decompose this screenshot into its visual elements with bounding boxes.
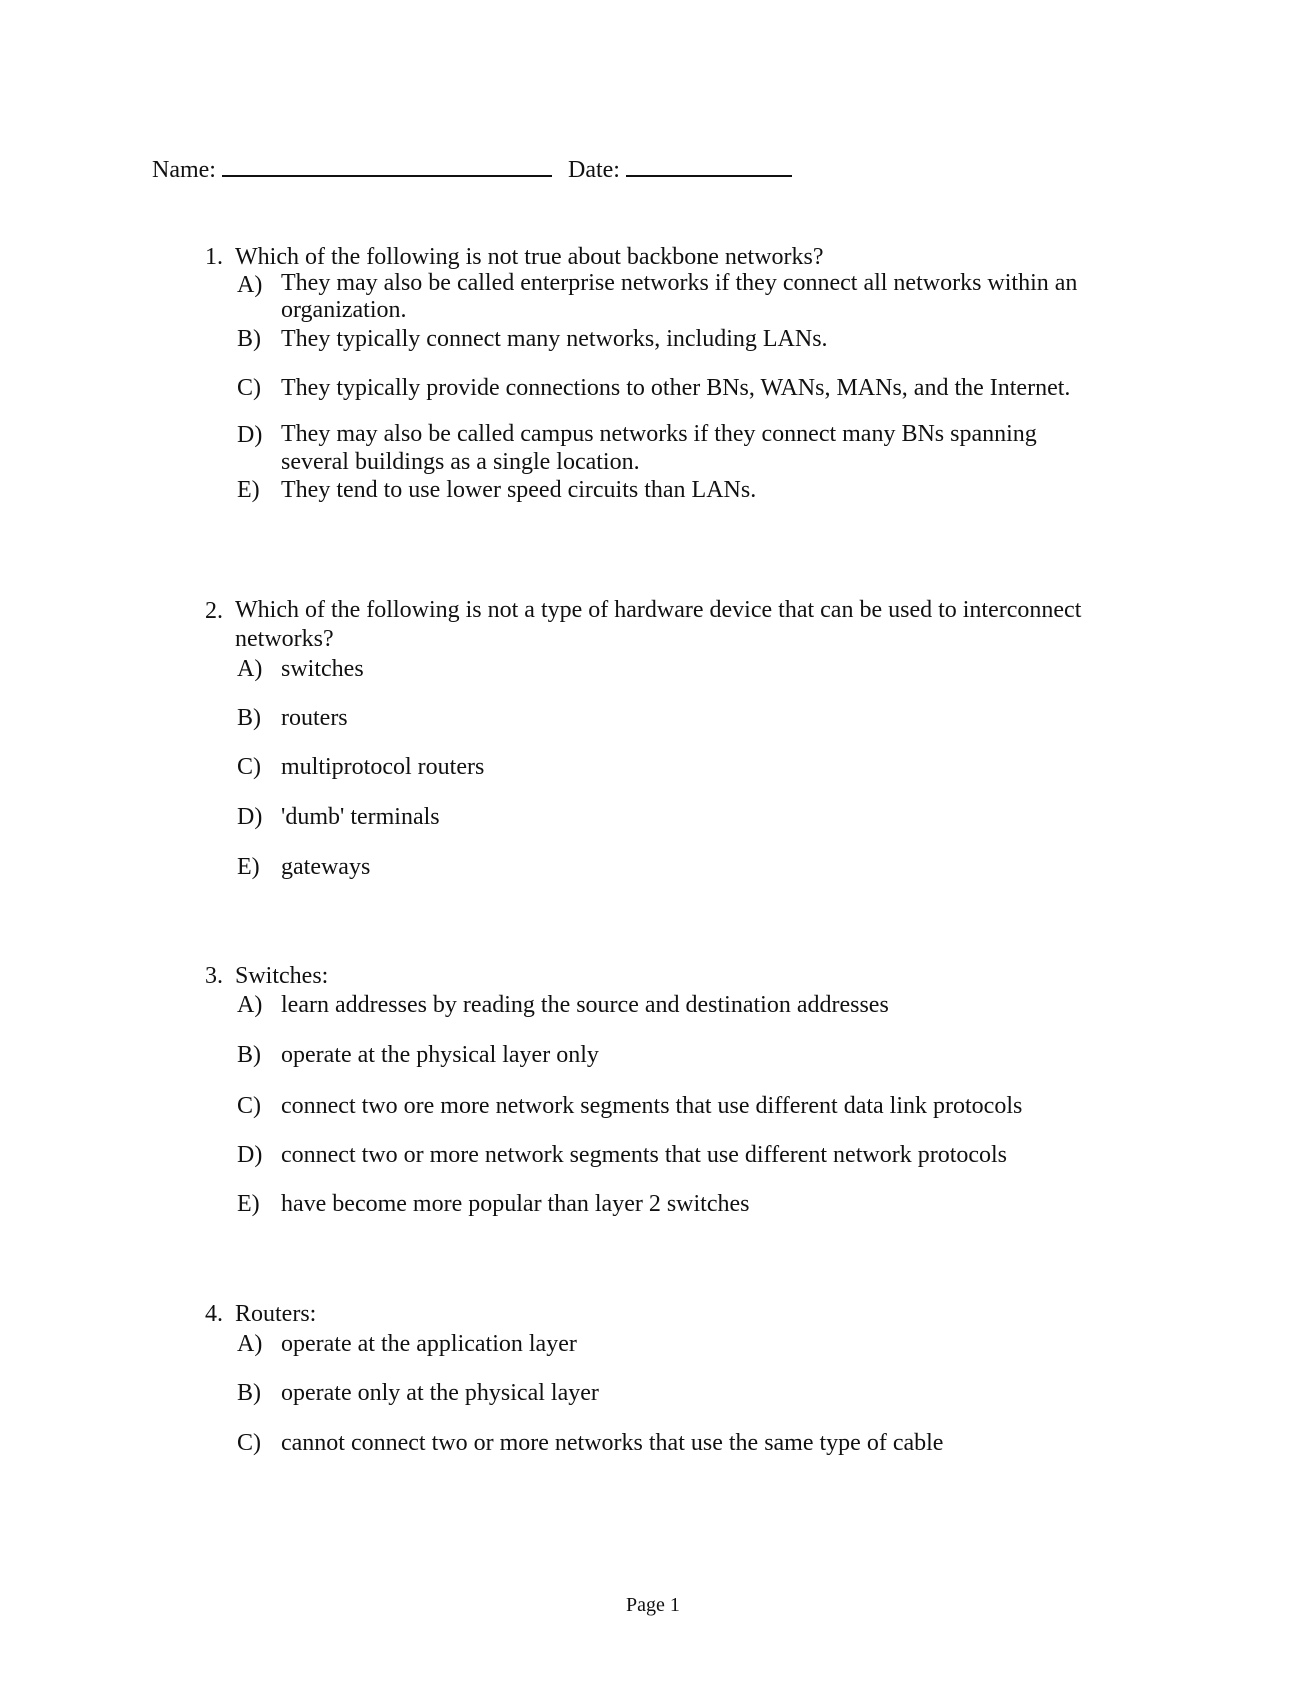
option-e (237, 1189, 1137, 1219)
option-letter: A) (237, 992, 263, 1018)
question-text: Routers: (235, 1301, 317, 1327)
option-letter: C) (237, 1093, 261, 1119)
question-text: Which of the following is not a type of hardware device that can be used to interconnect networks? (235, 597, 1082, 652)
question-3 (205, 961, 1155, 1217)
option-text: They typically provide connections to other BNs, WANs, MANs, and the Internet. (281, 375, 1071, 401)
option-letter: D) (237, 1142, 263, 1168)
option-text: multiprotocol routers (281, 754, 485, 780)
date-label: Date: (567, 157, 620, 183)
option-d (237, 1140, 1137, 1170)
question-4 (205, 1299, 1155, 1456)
option-d (237, 420, 1137, 476)
question-number: 3. (205, 963, 223, 989)
name-date-header (152, 153, 792, 185)
option-text: They tend to use lower speed circuits than LANs. (281, 477, 757, 503)
option-c (237, 373, 1137, 403)
option-letter: B) (237, 326, 261, 352)
option-text: operate at the application layer (281, 1331, 577, 1357)
option-letter: E) (237, 1191, 260, 1217)
name-blank-line (222, 153, 552, 177)
option-letter: A) (237, 1331, 263, 1357)
option-c (237, 1428, 1137, 1458)
name-label: Name: (152, 157, 216, 183)
option-letter: A) (237, 272, 263, 298)
question-1 (205, 242, 1155, 503)
option-letter: B) (237, 1042, 261, 1068)
option-b (237, 324, 1137, 354)
option-letter: B) (237, 1380, 261, 1406)
option-text: connect two ore more network segments that use different data link protocols (281, 1093, 1023, 1119)
question-2 (205, 596, 1155, 880)
option-e (237, 475, 1137, 505)
option-letter: D) (237, 804, 263, 830)
option-text: 'dumb' terminals (281, 804, 440, 830)
question-number: 4. (205, 1301, 223, 1327)
option-text: operate only at the physical layer (281, 1380, 599, 1406)
option-text: gateways (281, 854, 371, 880)
option-a (237, 654, 1137, 684)
option-a (237, 990, 1137, 1020)
option-text: operate at the physical layer only (281, 1042, 599, 1068)
option-letter: C) (237, 375, 261, 401)
option-letter: A) (237, 656, 263, 682)
option-letter: C) (237, 1430, 261, 1456)
option-text: They typically connect many networks, including LANs. (281, 326, 828, 352)
option-text: routers (281, 705, 348, 731)
question-number: 1. (205, 244, 223, 270)
option-b (237, 1040, 1137, 1070)
option-e (237, 852, 1137, 882)
option-letter: D) (237, 422, 263, 448)
option-c (237, 752, 1137, 782)
question-text: Which of the following is not true about backbone networks? (235, 244, 824, 270)
page-number: Page 1 (626, 1594, 680, 1616)
option-text: switches (281, 656, 364, 682)
option-text: They may also be called enterprise networks if they connect all networks within an organization. (281, 270, 1078, 323)
option-b (237, 1378, 1137, 1408)
option-text: learn addresses by reading the source and destination addresses (281, 992, 889, 1018)
option-c (237, 1091, 1137, 1121)
option-text: They may also be called campus networks if they connect many BNs spanning several buildings as a single location. (281, 421, 1037, 475)
option-letter: E) (237, 854, 260, 880)
option-letter: C) (237, 754, 261, 780)
question-text: Switches: (235, 963, 329, 989)
option-letter: B) (237, 705, 261, 731)
option-a (237, 1329, 1137, 1359)
option-b (237, 703, 1137, 733)
option-text: cannot connect two or more networks that use the same type of cable (281, 1430, 944, 1456)
option-a (237, 270, 1137, 324)
option-text: have become more popular than layer 2 switches (281, 1191, 750, 1217)
option-d (237, 802, 1137, 832)
option-letter: E) (237, 477, 260, 503)
question-number: 2. (205, 598, 223, 624)
option-text: connect two or more network segments that use different network protocols (281, 1142, 1008, 1168)
date-blank-line (626, 153, 792, 177)
